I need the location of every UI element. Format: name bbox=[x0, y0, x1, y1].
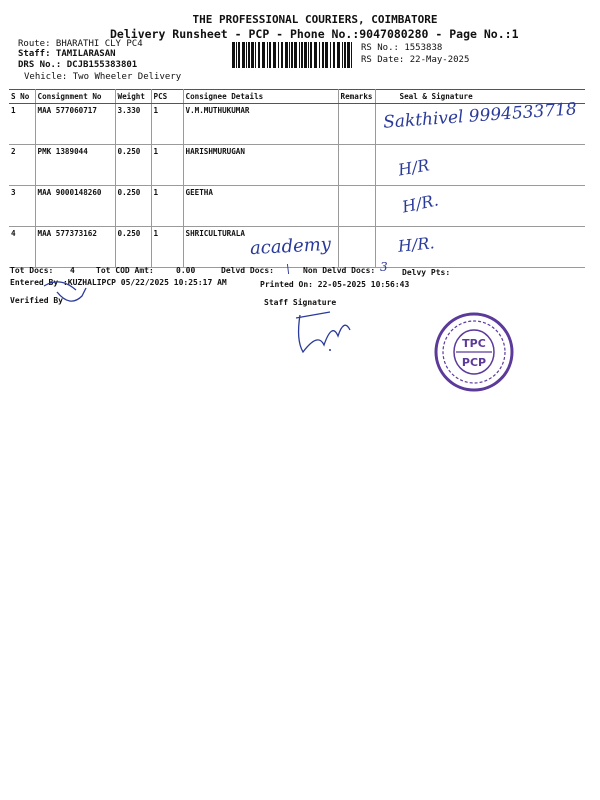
col-consignee-header: Consignee Details bbox=[183, 90, 338, 104]
route-text: Route: BHARATHI CLY PC4 bbox=[18, 39, 143, 49]
handwritten-mark-row2: H/R bbox=[396, 155, 431, 180]
staff-text: Staff: TAMILARASAN bbox=[18, 49, 116, 59]
cell-consignee: GEETHA bbox=[183, 186, 338, 227]
tot-docs-label: Tot Docs: bbox=[10, 266, 54, 275]
cell-weight: 3.330 bbox=[115, 104, 151, 145]
cell-pcs: 1 bbox=[151, 104, 183, 145]
verified-by-label: Verified By bbox=[10, 296, 63, 305]
entered-by-text: Entered By :KUZHALIPCP 05/22/2025 10:25:17 AM bbox=[10, 278, 227, 287]
runsheet-title: Delivery Runsheet - PCP - Phone No.:9047080280 - Page No.:1 bbox=[110, 27, 519, 41]
table-header-row bbox=[9, 90, 585, 104]
cell-pcs: 1 bbox=[151, 186, 183, 227]
cell-pcs: 1 bbox=[151, 227, 183, 268]
printed-on-text: Printed On: 22-05-2025 10:56:43 bbox=[260, 280, 410, 289]
cell-remarks bbox=[338, 145, 375, 186]
tot-cod-label: Tot COD Amt: bbox=[96, 266, 154, 275]
stamp-line1: TPC bbox=[462, 337, 486, 350]
cell-consignee: HARISHMURUGAN bbox=[183, 145, 338, 186]
col-seal-header: Seal & Signature bbox=[375, 90, 585, 104]
handwritten-mark-row3: H/R. bbox=[400, 190, 441, 217]
col-weight-header: Weight bbox=[115, 90, 151, 104]
cell-weight: 0.250 bbox=[115, 227, 151, 268]
staff-signature-label: Staff Signature bbox=[264, 298, 337, 307]
cell-consignee: V.M.MUTHUKUMAR bbox=[183, 104, 338, 145]
vehicle-text: Vehicle: Two Wheeler Delivery bbox=[24, 72, 182, 82]
company-title: THE PROFESSIONAL COURIERS, COIMBATORE bbox=[192, 13, 438, 26]
cell-consignment: MAA 9000148260 bbox=[35, 186, 115, 227]
cell-remarks bbox=[338, 227, 375, 268]
delvy-pts-label: Delvy Pts: bbox=[402, 268, 451, 277]
handwritten-mark-row4: H/R. bbox=[397, 233, 436, 256]
cell-sno: 1 bbox=[9, 104, 35, 145]
stamp-line2: PCP bbox=[461, 356, 487, 369]
handwritten-academy-note: academy bbox=[249, 233, 332, 260]
cell-consignment: PMK 1389044 bbox=[35, 145, 115, 186]
col-pcs-header: PCS bbox=[151, 90, 183, 104]
cell-weight: 0.250 bbox=[115, 145, 151, 186]
cell-pcs: 1 bbox=[151, 145, 183, 186]
handwritten-signature-row1: Sakthivel 9994533718 bbox=[382, 99, 578, 133]
cell-sno: 3 bbox=[9, 186, 35, 227]
cell-weight: 0.250 bbox=[115, 186, 151, 227]
tpc-stamp bbox=[432, 310, 516, 394]
tot-docs-value: 4 bbox=[70, 266, 75, 275]
col-remarks-header: Remarks bbox=[338, 90, 375, 104]
non-delvd-label: Non Delvd Docs: bbox=[303, 266, 376, 275]
drs-number: DRS No.: DCJB155383801 bbox=[18, 60, 138, 70]
handwritten-non-delvd-mark: 3 bbox=[380, 260, 388, 274]
rs-date: RS Date: 22-May-2025 bbox=[361, 55, 470, 65]
cell-remarks bbox=[338, 186, 375, 227]
cell-remarks bbox=[338, 104, 375, 145]
table-row bbox=[9, 145, 585, 186]
rs-number: RS No.: 1553838 bbox=[361, 43, 443, 53]
cell-consignee: SHRICULTURALA bbox=[183, 227, 338, 268]
barcode bbox=[232, 42, 354, 68]
cell-sno: 4 bbox=[9, 227, 35, 268]
handwritten-delvd-mark: \ bbox=[286, 262, 291, 276]
col-sno-header: S No bbox=[9, 90, 35, 104]
delvd-docs-label: Delvd Docs: bbox=[221, 266, 274, 275]
cell-consignment: MAA 577373162 bbox=[35, 227, 115, 268]
table-row bbox=[9, 186, 585, 227]
tot-cod-value: 0.00 bbox=[176, 266, 196, 275]
cell-consignment: MAA 577060717 bbox=[35, 104, 115, 145]
cell-sno: 2 bbox=[9, 145, 35, 186]
col-consignment-header: Consignment No bbox=[35, 90, 115, 104]
